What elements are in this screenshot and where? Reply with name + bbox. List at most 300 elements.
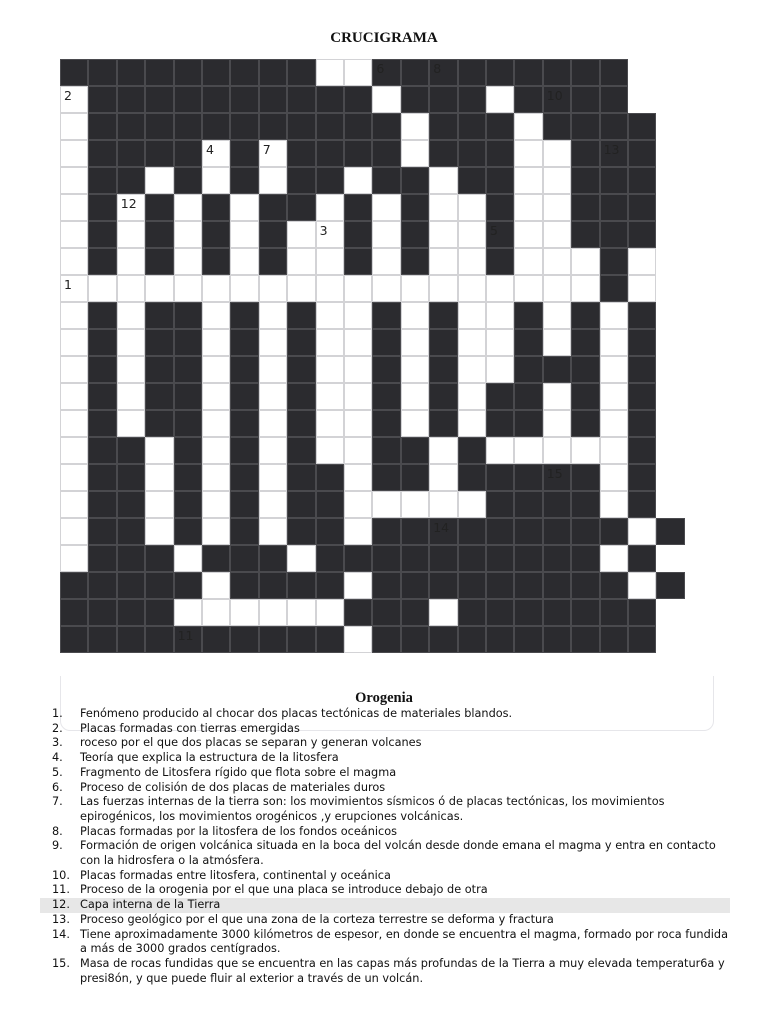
grid-cell[interactable] (401, 383, 429, 410)
grid-block (145, 59, 173, 86)
grid-block (287, 194, 315, 221)
grid-block (571, 59, 599, 86)
grid-cell[interactable] (458, 329, 486, 356)
clue-item-number: 13. (52, 912, 70, 926)
grid-cell[interactable] (117, 410, 145, 437)
grid-block (372, 356, 400, 383)
grid-cell[interactable] (429, 221, 457, 248)
grid-block (117, 113, 145, 140)
grid-block (287, 113, 315, 140)
grid-block (88, 302, 116, 329)
clue-item (40, 722, 730, 737)
grid-cell[interactable] (600, 545, 628, 572)
grid-block (202, 221, 230, 248)
grid-cell[interactable] (174, 275, 202, 302)
grid-block (230, 167, 258, 194)
grid-cell[interactable] (514, 113, 542, 140)
grid-cell[interactable] (600, 383, 628, 410)
grid-cell[interactable] (316, 329, 344, 356)
clue-item-number: 11. (52, 883, 70, 897)
grid-cell[interactable] (600, 329, 628, 356)
grid-block (287, 329, 315, 356)
grid-cell[interactable] (486, 86, 514, 113)
clue-number: 5 (490, 223, 498, 238)
grid-block (230, 302, 258, 329)
grid-block (486, 518, 514, 545)
grid-block (571, 491, 599, 518)
grid-block (543, 86, 571, 113)
grid-cell[interactable] (316, 356, 344, 383)
grid-cell[interactable] (372, 194, 400, 221)
grid-block (88, 545, 116, 572)
grid-cell[interactable] (543, 383, 571, 410)
grid-block (543, 572, 571, 599)
grid-cell[interactable] (401, 275, 429, 302)
grid-block (316, 464, 344, 491)
grid-cell[interactable] (230, 599, 258, 626)
clue-item-text: Fenómeno producido al chocar dos placas tectónicas de materiales blandos. (80, 707, 513, 720)
grid-cell[interactable] (344, 518, 372, 545)
grid-cell[interactable] (287, 545, 315, 572)
clue-item (40, 928, 730, 957)
grid-cell[interactable] (202, 599, 230, 626)
clue-item (40, 913, 730, 928)
grid-cell[interactable] (259, 167, 287, 194)
grid-cell[interactable] (145, 491, 173, 518)
grid-cell[interactable] (60, 518, 88, 545)
clue-item-text: roceso por el que dos placas se separan y generan volcanes (80, 736, 422, 750)
grid-cell[interactable] (60, 437, 88, 464)
grid-block (429, 518, 457, 545)
grid-cell[interactable] (600, 491, 628, 518)
grid-cell[interactable] (60, 248, 88, 275)
grid-cell[interactable] (259, 302, 287, 329)
clue-item (40, 736, 730, 751)
grid-cell[interactable] (514, 194, 542, 221)
grid-cell[interactable] (628, 518, 656, 545)
grid-block (174, 410, 202, 437)
grid-cell[interactable] (202, 140, 230, 167)
grid-block (486, 464, 514, 491)
grid-block (316, 140, 344, 167)
grid-cell[interactable] (60, 275, 88, 302)
grid-cell[interactable] (174, 545, 202, 572)
grid-cell[interactable] (202, 383, 230, 410)
grid-cell[interactable] (628, 248, 656, 275)
grid-block (259, 194, 287, 221)
grid-cell[interactable] (259, 410, 287, 437)
grid-block (372, 113, 400, 140)
clue-item-number: 9. (52, 839, 63, 853)
grid-cell[interactable] (628, 275, 656, 302)
grid-cell[interactable] (259, 275, 287, 302)
grid-block (145, 140, 173, 167)
clue-item (40, 766, 730, 781)
grid-cell[interactable] (316, 275, 344, 302)
grid-cell[interactable] (543, 437, 571, 464)
grid-block (230, 518, 258, 545)
grid-cell[interactable] (60, 491, 88, 518)
grid-cell[interactable] (145, 167, 173, 194)
grid-block (401, 248, 429, 275)
grid-cell[interactable] (429, 464, 457, 491)
grid-cell[interactable] (458, 302, 486, 329)
grid-cell[interactable] (174, 248, 202, 275)
grid-cell[interactable] (60, 113, 88, 140)
grid-cell[interactable] (543, 248, 571, 275)
grid-cell[interactable] (344, 356, 372, 383)
grid-cell[interactable] (543, 275, 571, 302)
grid-cell[interactable] (344, 572, 372, 599)
grid-cell[interactable] (117, 302, 145, 329)
grid-block (401, 518, 429, 545)
grid-cell[interactable] (401, 113, 429, 140)
grid-cell[interactable] (202, 572, 230, 599)
grid-cell[interactable] (316, 410, 344, 437)
grid-block (628, 626, 656, 653)
grid-cell[interactable] (287, 248, 315, 275)
grid-cell[interactable] (259, 329, 287, 356)
grid-cell[interactable] (628, 572, 656, 599)
grid-cell[interactable] (372, 491, 400, 518)
grid-cell[interactable] (429, 437, 457, 464)
grid-block (486, 113, 514, 140)
grid-block (117, 599, 145, 626)
grid-block (230, 572, 258, 599)
grid-cell[interactable] (88, 275, 116, 302)
grid-block (486, 410, 514, 437)
grid-cell[interactable] (202, 437, 230, 464)
grid-block (628, 410, 656, 437)
clue-item-number: 15. (52, 956, 70, 970)
grid-cell[interactable] (401, 491, 429, 518)
grid-block (401, 572, 429, 599)
grid-cell[interactable] (429, 275, 457, 302)
grid-cell[interactable] (117, 275, 145, 302)
grid-block (429, 545, 457, 572)
clue-item-text: Capa interna de la Tierra (80, 898, 221, 912)
grid-cell[interactable] (401, 329, 429, 356)
grid-cell[interactable] (543, 221, 571, 248)
grid-cell[interactable] (458, 275, 486, 302)
grid-block (230, 140, 258, 167)
grid-block (60, 59, 88, 86)
grid-cell[interactable] (60, 410, 88, 437)
grid-cell[interactable] (514, 275, 542, 302)
grid-block (145, 545, 173, 572)
grid-cell[interactable] (230, 221, 258, 248)
grid-block (600, 221, 628, 248)
grid-block (571, 167, 599, 194)
grid-cell[interactable] (287, 221, 315, 248)
grid-cell[interactable] (202, 329, 230, 356)
grid-cell[interactable] (514, 221, 542, 248)
grid-block (344, 86, 372, 113)
grid-cell[interactable] (117, 221, 145, 248)
grid-cell[interactable] (174, 221, 202, 248)
grid-cell[interactable] (486, 437, 514, 464)
grid-cell[interactable] (514, 248, 542, 275)
clue-item (40, 825, 730, 840)
grid-block (344, 113, 372, 140)
grid-cell[interactable] (458, 356, 486, 383)
grid-cell[interactable] (202, 167, 230, 194)
grid-cell[interactable] (287, 275, 315, 302)
grid-cell[interactable] (259, 599, 287, 626)
grid-block (372, 437, 400, 464)
grid-cell[interactable] (543, 410, 571, 437)
grid-cell[interactable] (486, 356, 514, 383)
grid-cell[interactable] (60, 383, 88, 410)
grid-cell[interactable] (401, 410, 429, 437)
grid-cell[interactable] (202, 410, 230, 437)
grid-cell[interactable] (60, 356, 88, 383)
grid-block (117, 545, 145, 572)
grid-block (514, 599, 542, 626)
grid-cell[interactable] (458, 248, 486, 275)
grid-cell[interactable] (316, 437, 344, 464)
grid-cell[interactable] (429, 599, 457, 626)
grid-block (571, 140, 599, 167)
grid-cell[interactable] (401, 356, 429, 383)
grid-block (628, 464, 656, 491)
grid-block (514, 464, 542, 491)
grid-cell[interactable] (259, 464, 287, 491)
grid-cell[interactable] (259, 356, 287, 383)
grid-cell[interactable] (344, 491, 372, 518)
grid-cell[interactable] (316, 221, 344, 248)
grid-cell[interactable] (60, 140, 88, 167)
grid-cell[interactable] (202, 464, 230, 491)
grid-block (316, 572, 344, 599)
grid-block (429, 140, 457, 167)
clue-item-text: Tiene aproximadamente 3000 kilómetros de espesor, en donde se encuentra el magma, formado por roca fundida a más de 3000 grados centígrados. (80, 927, 728, 956)
clue-item-number: 8. (52, 824, 63, 838)
grid-cell[interactable] (429, 491, 457, 518)
grid-cell[interactable] (600, 302, 628, 329)
grid-cell[interactable] (60, 167, 88, 194)
grid-block (117, 464, 145, 491)
grid-block (543, 491, 571, 518)
grid-block (145, 356, 173, 383)
grid-cell[interactable] (202, 302, 230, 329)
grid-cell[interactable] (230, 194, 258, 221)
grid-cell[interactable] (202, 275, 230, 302)
grid-cell[interactable] (117, 248, 145, 275)
grid-block (628, 167, 656, 194)
grid-block (174, 140, 202, 167)
grid-block (571, 572, 599, 599)
grid-block (514, 302, 542, 329)
grid-cell[interactable] (571, 275, 599, 302)
grid-cell[interactable] (514, 140, 542, 167)
grid-cell[interactable] (344, 383, 372, 410)
grid-block (401, 194, 429, 221)
grid-cell[interactable] (429, 167, 457, 194)
grid-block (202, 86, 230, 113)
grid-cell[interactable] (372, 86, 400, 113)
grid-cell[interactable] (117, 194, 145, 221)
grid-cell[interactable] (60, 545, 88, 572)
grid-cell[interactable] (145, 518, 173, 545)
grid-cell[interactable] (117, 356, 145, 383)
grid-block (145, 626, 173, 653)
grid-block (174, 113, 202, 140)
grid-block (117, 167, 145, 194)
grid-block (344, 248, 372, 275)
grid-cell[interactable] (145, 275, 173, 302)
grid-cell[interactable] (600, 356, 628, 383)
grid-cell[interactable] (543, 140, 571, 167)
grid-cell[interactable] (117, 329, 145, 356)
grid-block (372, 167, 400, 194)
grid-cell[interactable] (543, 302, 571, 329)
grid-cell[interactable] (600, 437, 628, 464)
grid-cell[interactable] (316, 302, 344, 329)
grid-cell[interactable] (174, 194, 202, 221)
grid-cell[interactable] (202, 491, 230, 518)
grid-cell[interactable] (571, 248, 599, 275)
grid-cell[interactable] (458, 221, 486, 248)
grid-cell[interactable] (202, 356, 230, 383)
grid-block (628, 113, 656, 140)
grid-cell[interactable] (259, 518, 287, 545)
grid-cell[interactable] (571, 437, 599, 464)
grid-cell[interactable] (60, 302, 88, 329)
grid-cell[interactable] (316, 194, 344, 221)
grid-cell[interactable] (259, 140, 287, 167)
grid-block (571, 86, 599, 113)
grid-cell[interactable] (117, 383, 145, 410)
grid-block (600, 113, 628, 140)
grid-cell[interactable] (458, 194, 486, 221)
grid-cell[interactable] (458, 383, 486, 410)
grid-cell[interactable] (486, 275, 514, 302)
grid-cell[interactable] (344, 59, 372, 86)
grid-cell[interactable] (344, 437, 372, 464)
grid-cell[interactable] (60, 194, 88, 221)
grid-block (656, 572, 684, 599)
grid-cell[interactable] (600, 464, 628, 491)
grid-cell[interactable] (287, 599, 315, 626)
grid-cell[interactable] (372, 221, 400, 248)
grid-cell[interactable] (316, 383, 344, 410)
grid-block (174, 356, 202, 383)
clue-item (40, 707, 730, 722)
grid-block (514, 356, 542, 383)
grid-cell[interactable] (145, 464, 173, 491)
grid-block (600, 572, 628, 599)
grid-block (514, 86, 542, 113)
grid-block (88, 140, 116, 167)
grid-cell[interactable] (486, 329, 514, 356)
grid-block (628, 383, 656, 410)
clue-item-text: Fragmento de Litosfera rígido que flota sobre el magma (80, 765, 397, 779)
grid-block (174, 302, 202, 329)
grid-block (287, 464, 315, 491)
clue-number: 15 (546, 466, 563, 481)
clue-item (40, 839, 730, 868)
grid-cell[interactable] (344, 302, 372, 329)
grid-cell[interactable] (372, 275, 400, 302)
grid-block (486, 59, 514, 86)
grid-cell[interactable] (60, 464, 88, 491)
grid-cell[interactable] (600, 410, 628, 437)
grid-cell[interactable] (429, 194, 457, 221)
grid-cell[interactable] (174, 599, 202, 626)
grid-block (287, 518, 315, 545)
grid-cell[interactable] (202, 518, 230, 545)
grid-cell[interactable] (60, 329, 88, 356)
grid-cell[interactable] (316, 59, 344, 86)
grid-cell[interactable] (429, 248, 457, 275)
grid-cell[interactable] (344, 329, 372, 356)
grid-cell[interactable] (486, 302, 514, 329)
crossword-grid (60, 59, 712, 675)
grid-block (287, 59, 315, 86)
grid-cell[interactable] (259, 437, 287, 464)
grid-block (458, 140, 486, 167)
grid-cell[interactable] (230, 248, 258, 275)
grid-cell[interactable] (316, 248, 344, 275)
grid-block (287, 167, 315, 194)
grid-cell[interactable] (316, 599, 344, 626)
grid-cell[interactable] (344, 626, 372, 653)
grid-block (202, 113, 230, 140)
grid-block (230, 464, 258, 491)
grid-block (571, 464, 599, 491)
clue-number: 2 (64, 88, 72, 103)
grid-cell[interactable] (344, 275, 372, 302)
grid-cell[interactable] (259, 383, 287, 410)
grid-block (458, 572, 486, 599)
grid-cell[interactable] (344, 464, 372, 491)
grid-cell[interactable] (458, 410, 486, 437)
grid-cell[interactable] (344, 167, 372, 194)
grid-block (202, 59, 230, 86)
grid-cell[interactable] (543, 194, 571, 221)
grid-block (287, 626, 315, 653)
grid-cell[interactable] (458, 491, 486, 518)
grid-cell[interactable] (60, 86, 88, 113)
grid-cell[interactable] (401, 302, 429, 329)
grid-cell[interactable] (401, 140, 429, 167)
grid-block (401, 86, 429, 113)
grid-cell[interactable] (344, 410, 372, 437)
clue-item-number: 10. (52, 868, 70, 882)
grid-cell[interactable] (259, 491, 287, 518)
grid-block (88, 329, 116, 356)
grid-block (145, 383, 173, 410)
grid-block (287, 437, 315, 464)
grid-block (628, 437, 656, 464)
clue-item-number: 4. (52, 751, 63, 765)
grid-block (458, 599, 486, 626)
grid-cell[interactable] (372, 248, 400, 275)
grid-cell[interactable] (514, 437, 542, 464)
grid-block (117, 491, 145, 518)
grid-cell[interactable] (543, 167, 571, 194)
grid-cell[interactable] (145, 437, 173, 464)
grid-cell[interactable] (60, 221, 88, 248)
grid-cell[interactable] (230, 275, 258, 302)
grid-block (259, 59, 287, 86)
clue-number: 4 (206, 142, 214, 157)
clue-item-text: Proceso geológico por el que una zona de la corteza terrestre se deforma y fractura (80, 912, 554, 926)
grid-block (401, 599, 429, 626)
grid-cell[interactable] (514, 167, 542, 194)
grid-cell[interactable] (543, 329, 571, 356)
